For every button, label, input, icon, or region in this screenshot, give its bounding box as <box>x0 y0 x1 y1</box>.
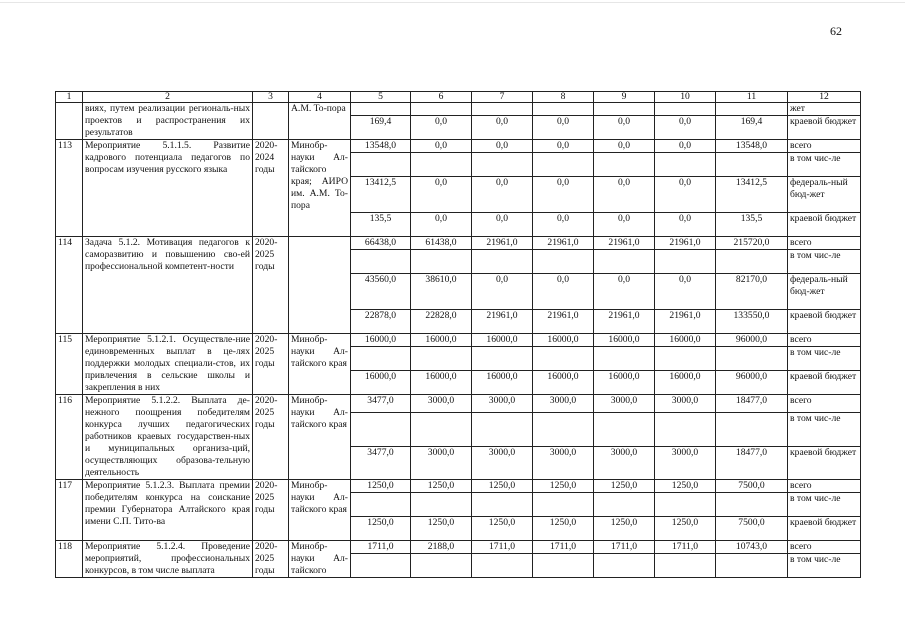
amount-cell: 3000,0 <box>655 446 716 479</box>
header-cell-5: 5 <box>351 92 411 103</box>
table-row <box>56 541 861 554</box>
amount-cell <box>716 493 788 517</box>
amount-cell <box>533 347 594 371</box>
amount-cell: 3000,0 <box>655 395 716 413</box>
amount-cell <box>411 153 472 177</box>
amount-cell <box>472 413 533 446</box>
amount-cell <box>411 347 472 371</box>
amount-cell <box>533 103 594 116</box>
amount-cell: 18477,0 <box>716 395 788 413</box>
amount-cell: 0,0 <box>472 177 533 213</box>
executor: Минобр-науки Ал-тайского края <box>289 334 351 395</box>
amount-cell: 0,0 <box>533 274 594 310</box>
header-cell-10: 10 <box>655 92 716 103</box>
amount-cell: 16000,0 <box>655 371 716 395</box>
amount-cell: 1250,0 <box>411 480 472 493</box>
table-row <box>56 103 861 116</box>
funding-source: краевой бюджет <box>788 446 861 479</box>
amount-cell: 21961,0 <box>655 310 716 334</box>
amount-cell: 96000,0 <box>716 334 788 347</box>
budget-table <box>55 91 861 578</box>
amount-cell <box>716 250 788 274</box>
funding-source: в том чис-ле <box>788 347 861 371</box>
header-cell-3: 3 <box>253 92 289 103</box>
amount-cell <box>716 153 788 177</box>
activity-description: Мероприятие 5.1.2.2. Выплата де-нежного поощрения победителям конкурса лучших педагогических работников краевых государствен-ных и муниципальных организа-ций, осуществляющих образова-тельную деятельность <box>83 395 253 480</box>
amount-cell: 1250,0 <box>594 517 655 541</box>
funding-source: всего <box>788 395 861 413</box>
amount-cell <box>351 347 411 371</box>
executor: А.М. То-пора <box>289 103 351 140</box>
funding-source: федераль-ный бюд-жет <box>788 274 861 310</box>
amount-cell: 3000,0 <box>533 395 594 413</box>
amount-cell <box>472 103 533 116</box>
amount-cell: 16000,0 <box>351 371 411 395</box>
amount-cell: 21961,0 <box>594 237 655 250</box>
row-number: 115 <box>56 334 83 395</box>
row-number: 116 <box>56 395 83 480</box>
amount-cell <box>594 153 655 177</box>
funding-source: краевой бюджет <box>788 310 861 334</box>
amount-cell: 1711,0 <box>655 541 716 554</box>
amount-cell <box>594 493 655 517</box>
amount-cell: 3000,0 <box>533 446 594 479</box>
amount-cell: 0,0 <box>533 116 594 140</box>
amount-cell <box>655 554 716 578</box>
amount-cell: 1711,0 <box>594 541 655 554</box>
amount-cell: 16000,0 <box>472 334 533 347</box>
amount-cell: 21961,0 <box>594 310 655 334</box>
amount-cell <box>533 493 594 517</box>
amount-cell: 21961,0 <box>472 237 533 250</box>
funding-source: всего <box>788 480 861 493</box>
amount-cell: 16000,0 <box>655 334 716 347</box>
funding-source: краевой бюджет <box>788 213 861 237</box>
amount-cell <box>716 554 788 578</box>
amount-cell <box>594 347 655 371</box>
amount-cell: 3000,0 <box>472 395 533 413</box>
amount-cell <box>655 153 716 177</box>
amount-cell <box>716 413 788 446</box>
amount-cell: 1711,0 <box>533 541 594 554</box>
amount-cell: 22878,0 <box>351 310 411 334</box>
header-cell-2: 2 <box>83 92 253 103</box>
amount-cell: 7500,0 <box>716 517 788 541</box>
amount-cell <box>472 153 533 177</box>
amount-cell: 1250,0 <box>411 517 472 541</box>
amount-cell: 3000,0 <box>594 446 655 479</box>
funding-source: жет <box>788 103 861 116</box>
amount-cell: 215720,0 <box>716 237 788 250</box>
period-years: 2020-2025 годы <box>253 395 289 480</box>
amount-cell <box>411 413 472 446</box>
period-years: 2020-2024 годы <box>253 140 289 237</box>
header-cell-9: 9 <box>594 92 655 103</box>
amount-cell: 16000,0 <box>594 371 655 395</box>
table-row <box>56 395 861 413</box>
funding-source: всего <box>788 140 861 153</box>
amount-cell: 1250,0 <box>533 480 594 493</box>
amount-cell: 16000,0 <box>594 334 655 347</box>
header-cell-8: 8 <box>533 92 594 103</box>
amount-cell <box>716 103 788 116</box>
amount-cell <box>411 493 472 517</box>
amount-cell: 21961,0 <box>533 310 594 334</box>
amount-cell: 16000,0 <box>472 371 533 395</box>
amount-cell <box>594 103 655 116</box>
amount-cell <box>716 347 788 371</box>
amount-cell: 0,0 <box>594 140 655 153</box>
amount-cell <box>411 250 472 274</box>
header-cell-6: 6 <box>411 92 472 103</box>
table-row <box>56 480 861 493</box>
amount-cell: 21961,0 <box>472 310 533 334</box>
amount-cell: 0,0 <box>533 177 594 213</box>
amount-cell: 1250,0 <box>655 517 716 541</box>
amount-cell: 135,5 <box>716 213 788 237</box>
amount-cell: 13412,5 <box>351 177 411 213</box>
amount-cell <box>411 103 472 116</box>
period-years: 2020-2025 годы <box>253 237 289 334</box>
amount-cell <box>351 250 411 274</box>
executor <box>289 237 351 334</box>
funding-source: в том чис-ле <box>788 493 861 517</box>
header-cell-11: 11 <box>716 92 788 103</box>
amount-cell: 13412,5 <box>716 177 788 213</box>
period-years <box>253 103 289 140</box>
row-number: 117 <box>56 480 83 541</box>
header-cell-4: 4 <box>289 92 351 103</box>
amount-cell: 7500,0 <box>716 480 788 493</box>
amount-cell: 43560,0 <box>351 274 411 310</box>
amount-cell: 0,0 <box>655 116 716 140</box>
funding-source: всего <box>788 541 861 554</box>
funding-source: в том чис-ле <box>788 153 861 177</box>
amount-cell: 0,0 <box>655 140 716 153</box>
amount-cell: 3477,0 <box>351 395 411 413</box>
amount-cell: 16000,0 <box>533 371 594 395</box>
funding-source: краевой бюджет <box>788 116 861 140</box>
amount-cell: 1250,0 <box>655 480 716 493</box>
amount-cell: 16000,0 <box>351 334 411 347</box>
executor: Минобр-науки Ал-тайского <box>289 541 351 578</box>
row-number: 118 <box>56 541 83 578</box>
amount-cell <box>351 103 411 116</box>
amount-cell <box>655 103 716 116</box>
amount-cell: 16000,0 <box>411 334 472 347</box>
amount-cell <box>655 250 716 274</box>
amount-cell <box>533 250 594 274</box>
amount-cell: 13548,0 <box>351 140 411 153</box>
amount-cell: 0,0 <box>533 140 594 153</box>
amount-cell: 0,0 <box>655 274 716 310</box>
table-row <box>56 334 861 347</box>
executor: Минобр-науки Ал-тайского края <box>289 480 351 541</box>
amount-cell: 0,0 <box>411 116 472 140</box>
amount-cell: 38610,0 <box>411 274 472 310</box>
executor: Минобр-науки Ал-тайского края; АИРО им. А.М. То-пора <box>289 140 351 237</box>
amount-cell <box>411 554 472 578</box>
amount-cell: 13548,0 <box>716 140 788 153</box>
amount-cell: 1711,0 <box>472 541 533 554</box>
amount-cell: 169,4 <box>351 116 411 140</box>
amount-cell <box>594 413 655 446</box>
executor: Минобр-науки Ал-тайского края <box>289 395 351 480</box>
activity-description: Мероприятие 5.1.2.1. Осуществле-ние единовременных выплат в це-лях поддержки молодых специали-стов, их привлечения в сельские школы и закрепления в них <box>83 334 253 395</box>
funding-source: в том чис-ле <box>788 554 861 578</box>
funding-source: всего <box>788 237 861 250</box>
period-years: 2020-2025 годы <box>253 334 289 395</box>
amount-cell: 2188,0 <box>411 541 472 554</box>
header-row <box>56 92 861 103</box>
period-years: 2020-2025 годы <box>253 541 289 578</box>
period-years: 2020-2025 годы <box>253 480 289 541</box>
amount-cell: 0,0 <box>472 274 533 310</box>
amount-cell: 3000,0 <box>472 446 533 479</box>
amount-cell <box>655 413 716 446</box>
funding-source: краевой бюджет <box>788 371 861 395</box>
table-row <box>56 140 861 153</box>
amount-cell <box>533 153 594 177</box>
page-number: 62 <box>830 24 842 38</box>
amount-cell: 135,5 <box>351 213 411 237</box>
amount-cell: 133550,0 <box>716 310 788 334</box>
activity-description: Мероприятие 5.1.2.3. Выплата премии победителям конкурса на соискание премии Губернатора Алтайского края имени С.П. Тито-ва <box>83 480 253 541</box>
activity-description: виях, путем реализации региональ-ных проектов и распространения их результатов <box>83 103 253 140</box>
header-cell-1: 1 <box>56 92 83 103</box>
amount-cell: 0,0 <box>411 177 472 213</box>
row-number: 113 <box>56 140 83 237</box>
amount-cell: 169,4 <box>716 116 788 140</box>
amount-cell: 0,0 <box>411 140 472 153</box>
activity-description: Мероприятие 5.1.1.5. Развитие кадрового потенциала педагогов по вопросам изучения русского языка <box>83 140 253 237</box>
amount-cell: 0,0 <box>594 213 655 237</box>
amount-cell <box>351 413 411 446</box>
amount-cell: 0,0 <box>472 140 533 153</box>
amount-cell: 22828,0 <box>411 310 472 334</box>
amount-cell: 1250,0 <box>351 480 411 493</box>
amount-cell <box>351 493 411 517</box>
amount-cell: 0,0 <box>594 116 655 140</box>
funding-source: в том чис-ле <box>788 413 861 446</box>
amount-cell <box>351 153 411 177</box>
table-row <box>56 237 861 250</box>
amount-cell: 0,0 <box>411 213 472 237</box>
amount-cell <box>655 347 716 371</box>
amount-cell <box>472 554 533 578</box>
amount-cell <box>351 554 411 578</box>
funding-source: федераль-ный бюд-жет <box>788 177 861 213</box>
amount-cell: 61438,0 <box>411 237 472 250</box>
amount-cell: 1711,0 <box>351 541 411 554</box>
amount-cell: 3000,0 <box>411 446 472 479</box>
amount-cell: 1250,0 <box>472 480 533 493</box>
amount-cell <box>594 554 655 578</box>
amount-cell: 3000,0 <box>411 395 472 413</box>
amount-cell: 96000,0 <box>716 371 788 395</box>
amount-cell: 82170,0 <box>716 274 788 310</box>
amount-cell <box>533 413 594 446</box>
amount-cell: 66438,0 <box>351 237 411 250</box>
header-cell-7: 7 <box>472 92 533 103</box>
amount-cell <box>655 493 716 517</box>
funding-source: всего <box>788 334 861 347</box>
amount-cell: 0,0 <box>472 213 533 237</box>
amount-cell: 21961,0 <box>533 237 594 250</box>
amount-cell <box>472 493 533 517</box>
amount-cell: 0,0 <box>655 177 716 213</box>
amount-cell: 1250,0 <box>533 517 594 541</box>
amount-cell <box>533 554 594 578</box>
amount-cell: 3477,0 <box>351 446 411 479</box>
header-cell-12: 12 <box>788 92 861 103</box>
activity-description: Мероприятие 5.1.2.4. Проведение мероприятий, профессиональных конкурсов, в том числе выплата <box>83 541 253 578</box>
amount-cell: 0,0 <box>533 213 594 237</box>
amount-cell: 0,0 <box>594 177 655 213</box>
amount-cell <box>472 250 533 274</box>
amount-cell: 1250,0 <box>594 480 655 493</box>
amount-cell: 1250,0 <box>472 517 533 541</box>
amount-cell: 0,0 <box>655 213 716 237</box>
row-number <box>56 103 83 140</box>
amount-cell: 0,0 <box>594 274 655 310</box>
activity-description: Задача 5.1.2. Мотивация педагогов к саморазвитию и повышению сво-ей профессиональной компетент-ности <box>83 237 253 334</box>
amount-cell: 21961,0 <box>655 237 716 250</box>
amount-cell <box>594 250 655 274</box>
scan-edge <box>0 2 905 3</box>
funding-source: в том чис-ле <box>788 250 861 274</box>
amount-cell: 0,0 <box>472 116 533 140</box>
amount-cell <box>472 347 533 371</box>
amount-cell: 16000,0 <box>411 371 472 395</box>
amount-cell: 10743,0 <box>716 541 788 554</box>
funding-source: краевой бюджет <box>788 517 861 541</box>
row-number: 114 <box>56 237 83 334</box>
amount-cell: 18477,0 <box>716 446 788 479</box>
amount-cell: 1250,0 <box>351 517 411 541</box>
amount-cell: 16000,0 <box>533 334 594 347</box>
amount-cell: 3000,0 <box>594 395 655 413</box>
